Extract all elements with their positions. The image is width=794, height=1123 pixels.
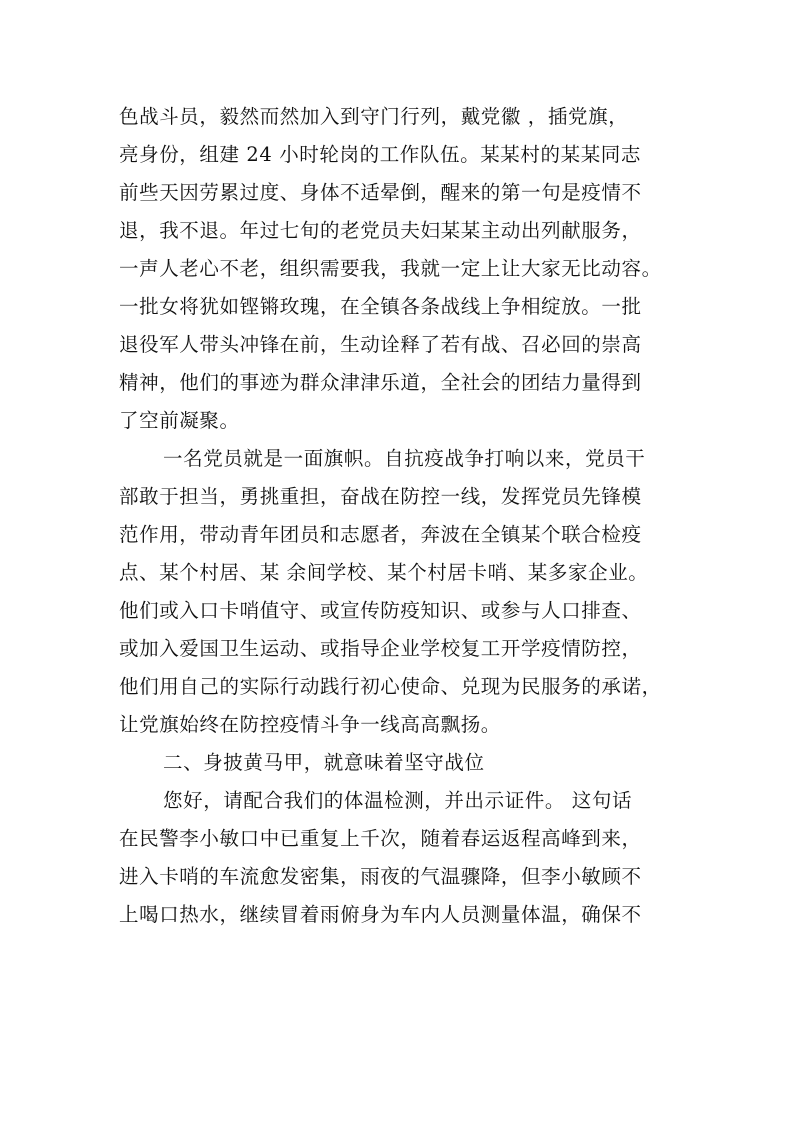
text-line: 或加入爱国卫生运动、或指导企业学校复工开学疫情防控， <box>119 637 642 660</box>
text-line: 退，我不退。年过七旬的老党员夫妇某某主动出列献服务， <box>119 219 642 242</box>
text-line: 前些天因劳累过度、身体不适晕倒，醒来的第一句是疫情不 <box>119 181 642 204</box>
text-line: 退役军人带头冲锋在前，生动诠释了若有战、召必回的崇高 <box>119 333 642 356</box>
text-line: 精神，他们的事迹为群众津津乐道，全社会的团结力量得到 <box>119 371 642 394</box>
text-line: 一批女将犹如铿锵玫瑰，在全镇各条战线上争相绽放。一批 <box>119 295 642 318</box>
text-line: 他们用自己的实际行动践行初心使命、兑现为民服务的承诺， <box>119 675 662 698</box>
body-text <box>119 98 687 934</box>
paragraph-start-line: 一名党员就是一面旗帜。自抗疫战争打响以来，党员干 <box>163 447 646 470</box>
text-line: 色战斗员，毅然而然加入到守门行列，戴党徽 ，插党旗， <box>119 105 629 128</box>
text-line: 上喝口热水，继续冒着雨俯身为车内人员测量体温，确保不 <box>119 903 642 926</box>
section-heading: 二、身披黄马甲，就意味着坚守战位 <box>163 751 485 774</box>
text-line: 范作用，带动青年团员和志愿者，奔波在全镇某个联合检疫 <box>119 523 642 546</box>
text-line: 一声人老心不老，组织需要我，我就一定上让大家无比动容。 <box>119 257 662 280</box>
text-line: 进入卡哨的车流愈发密集，雨夜的气温骤降，但李小敏顾不 <box>119 865 642 888</box>
paragraph-start-line: 您好，请配合我们的体温检测，并出示证件。 这句话 <box>163 789 633 812</box>
text-line: 在民警李小敏口中已重复上千次，随着春运返程高峰到来， <box>119 827 642 850</box>
text-line: 了空前凝聚。 <box>119 409 240 432</box>
text-line: 部敢于担当，勇挑重担，奋战在防控一线，发挥党员先锋模 <box>119 485 642 508</box>
text-line: 他们或入口卡哨值守、或宣传防疫知识、或参与人口排查、 <box>119 599 642 622</box>
text-line: 让党旗始终在防控疫情斗争一线高高飘扬。 <box>119 713 501 736</box>
text-line: 亮身份，组建 24 小时轮岗的工作队伍。某某村的某某同志 <box>119 143 642 166</box>
text-line: 点、某个村居、某 余间学校、某个村居卡哨、某多家企业。 <box>119 561 649 584</box>
